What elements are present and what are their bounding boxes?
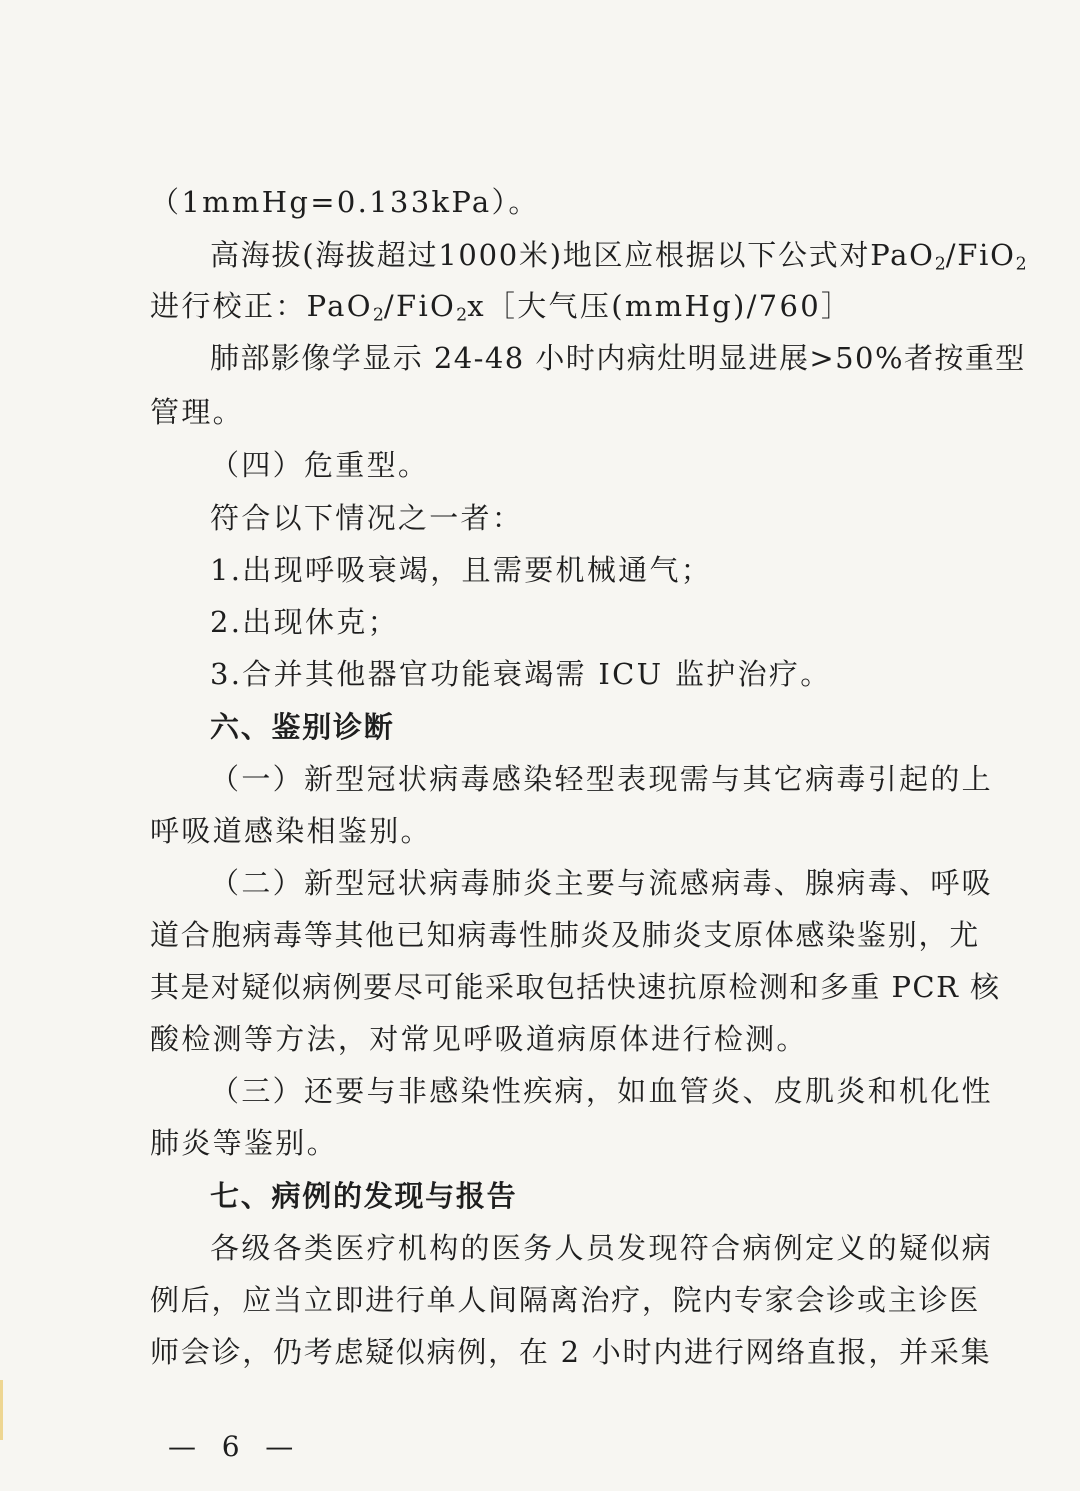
section-heading: 七、病例的发现与报告 [210,1179,518,1213]
scan-edge-mark [0,1380,3,1440]
text-line: （三）还要与非感染性疾病，如血管炎、皮肌炎和机化性 [210,1074,994,1108]
text-line: 肺部影像学显示 24-48 小时内病灶明显进展>50%者按重型 [210,341,1026,375]
text-segment: x［大气压(mmHg)/760］ [467,289,853,323]
text-line: 其是对疑似病例要尽可能采取包括快速抗原检测和多重 PCR 核 [150,970,1001,1004]
subsection-heading: （四）危重型。 [210,448,430,482]
text-line: （一）新型冠状病毒感染轻型表现需与其它病毒引起的上 [210,762,994,796]
text-segment: 高海拔(海拔超过1000米)地区应根据以下公式对PaO [210,238,935,272]
text-line-formula [150,289,852,332]
page-number: — 6 — [168,1430,302,1463]
text-line: （二）新型冠状病毒肺炎主要与流感病毒、腺病毒、呼吸 [210,866,994,900]
text-line: 师会诊，仍考虑疑似病例，在 2 小时内进行网络直报，并采集 [150,1335,992,1369]
text-line: 各级各类医疗机构的医务人员发现符合病例定义的疑似病 [210,1231,994,1265]
list-item: 3.合并其他器官功能衰竭需 ICU 监护治疗。 [210,657,832,691]
subscript: 2 [372,305,384,326]
text-line: 符合以下情况之一者： [210,501,524,535]
subscript: 2 [1015,254,1027,275]
text-line-formula-intro [210,238,1027,281]
subscript: 2 [934,254,946,275]
text-line: 肺炎等鉴别。 [150,1126,338,1160]
text-line: （1mmHg=0.133kPa）。 [150,185,540,219]
text-line: 酸检测等方法，对常见呼吸道病原体进行检测。 [150,1022,808,1056]
text-segment: /FiO [383,289,457,323]
text-segment: 进行校正：PaO [150,289,373,323]
text-line: 例后，应当立即进行单人间隔离治疗，院内专家会诊或主诊医 [150,1283,980,1317]
text-segment: /FiO [945,238,1016,272]
list-item: 2.出现休克； [210,605,399,639]
section-heading: 六、鉴别诊断 [210,710,395,744]
list-item: 1.出现呼吸衰竭，且需要机械通气； [210,553,713,587]
text-line: 呼吸道感染相鉴别。 [150,814,432,848]
subscript: 2 [456,305,468,326]
text-line: 管理。 [150,395,244,429]
text-line: 道合胞病毒等其他已知病毒性肺炎及肺炎支原体感染鉴别，尤 [150,918,980,952]
